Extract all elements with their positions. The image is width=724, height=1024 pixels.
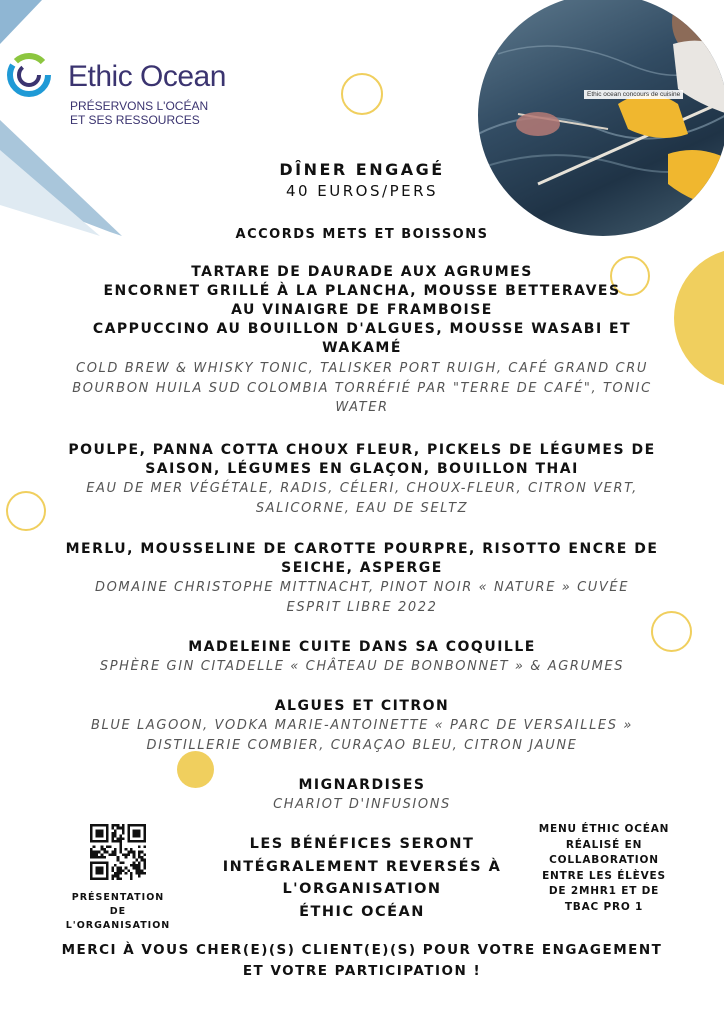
qr-caption: PRÉSENTATION DE L'ORGANISATION — [65, 892, 171, 931]
course-1-dishes: TARTARE DE DAURADE AUX AGRUMES ENCORNET GRILLÉ À LA PLANCHA, MOUSSE BETTERAVES AU VINAIGRE DE FRAMBOISE CAPPUCCINO AU BOUILLON D'ALGUES, MOUSSE WASABI ET WAKAMÉ — [92, 264, 632, 356]
decorative-half-disc — [674, 248, 724, 388]
course-2-drinks: EAU DE MER VÉGÉTALE, RADIS, CÉLERI, CHOUX-FLEUR, CITRON VERT, SALICORNE, EAU DE SELTZ — [86, 481, 638, 516]
decorative-circle — [341, 73, 383, 115]
course-4 — [60, 638, 664, 677]
course-2-dish: POULPE, PANNA COTTA CHOUX FLEUR, PICKELS DE LÉGUMES DE SAISON, LÉGUMES EN GLAÇON, BOUILLON THAI — [68, 442, 656, 477]
fishing-photo-illustration — [478, 0, 724, 236]
fishing-photo — [478, 0, 724, 236]
course-3-drinks: DOMAINE CHRISTOPHE MITTNACHT, PINOT NOIR « NATURE » CUVÉE ESPRIT LIBRE 2022 — [94, 580, 630, 615]
photo-caption: Ethic ocean concours de cuisine — [584, 90, 683, 99]
course-2 — [60, 441, 664, 518]
course-6-dish: MIGNARDISES — [298, 777, 426, 793]
course-1-drinks: COLD BREW & WHISKY TONIC, TALISKER PORT RUIGH, CAFÉ GRAND CRU BOURBON HUILA SUD COLOMBIA TORRÉFIÉ PAR "TERRE DE CAFÉ", TONIC WATER — [72, 361, 652, 415]
course-3 — [60, 540, 664, 617]
course-4-dish: MADELEINE CUITE DANS SA COQUILLE — [188, 639, 536, 655]
course-5-dish: ALGUES ET CITRON — [274, 698, 450, 714]
course-6-drinks: CHARIOT D'INFUSIONS — [273, 797, 451, 812]
brand-tagline-line-1: PRÉSERVONS L'OCÉAN — [70, 99, 209, 113]
course-1 — [60, 263, 664, 418]
brand-name: Ethic Ocean — [68, 60, 226, 93]
course-5-drinks: BLUE LAGOON, VODKA MARIE-ANTOINETTE « PARC DE VERSAILLES » DISTILLERIE COMBIER, CURAÇAO BLEU, CITRON JAUNE — [91, 718, 633, 753]
course-5 — [60, 697, 664, 755]
menu-credits: MENU ÉTHIC OCÉAN RÉALISÉ EN COLLABORATION ENTRE LES ÉLÈVES DE 2MHR1 ET DE TBAC PRO 1 — [538, 823, 670, 913]
course-3-dish: MERLU, MOUSSELINE DE CAROTTE POURPRE, RISOTTO ENCRE DE SEICHE, ASPERGE — [65, 541, 659, 576]
brand-tagline — [70, 99, 208, 127]
menu-price: 40 EUROS/PERS — [285, 182, 439, 200]
ethic-ocean-logo-icon — [6, 52, 52, 98]
brand-tagline-line-2: ET SES RESSOURCES — [70, 113, 200, 127]
decorative-circle — [6, 491, 46, 531]
menu-title: DÎNER ENGAGÉ — [279, 160, 445, 179]
benefits-statement: LES BÉNÉFICES SERONT INTÉGRALEMENT REVERSÉS À L'ORGANISATION ÉTHIC OCÉAN — [222, 836, 502, 920]
thank-you-message: MERCI À VOUS CHER(E)(S) CLIENT(E)(S) POUR VOTRE ENGAGEMENT ET VOTRE PARTICIPATION ! — [61, 942, 663, 979]
course-4-drinks: SPHÈRE GIN CITADELLE « CHÂTEAU DE BONBONNET » & AGRUMES — [99, 659, 625, 674]
section-title: ACCORDS METS ET BOISSONS — [235, 227, 489, 242]
course-6 — [60, 776, 664, 815]
qr-code[interactable] — [90, 824, 146, 880]
